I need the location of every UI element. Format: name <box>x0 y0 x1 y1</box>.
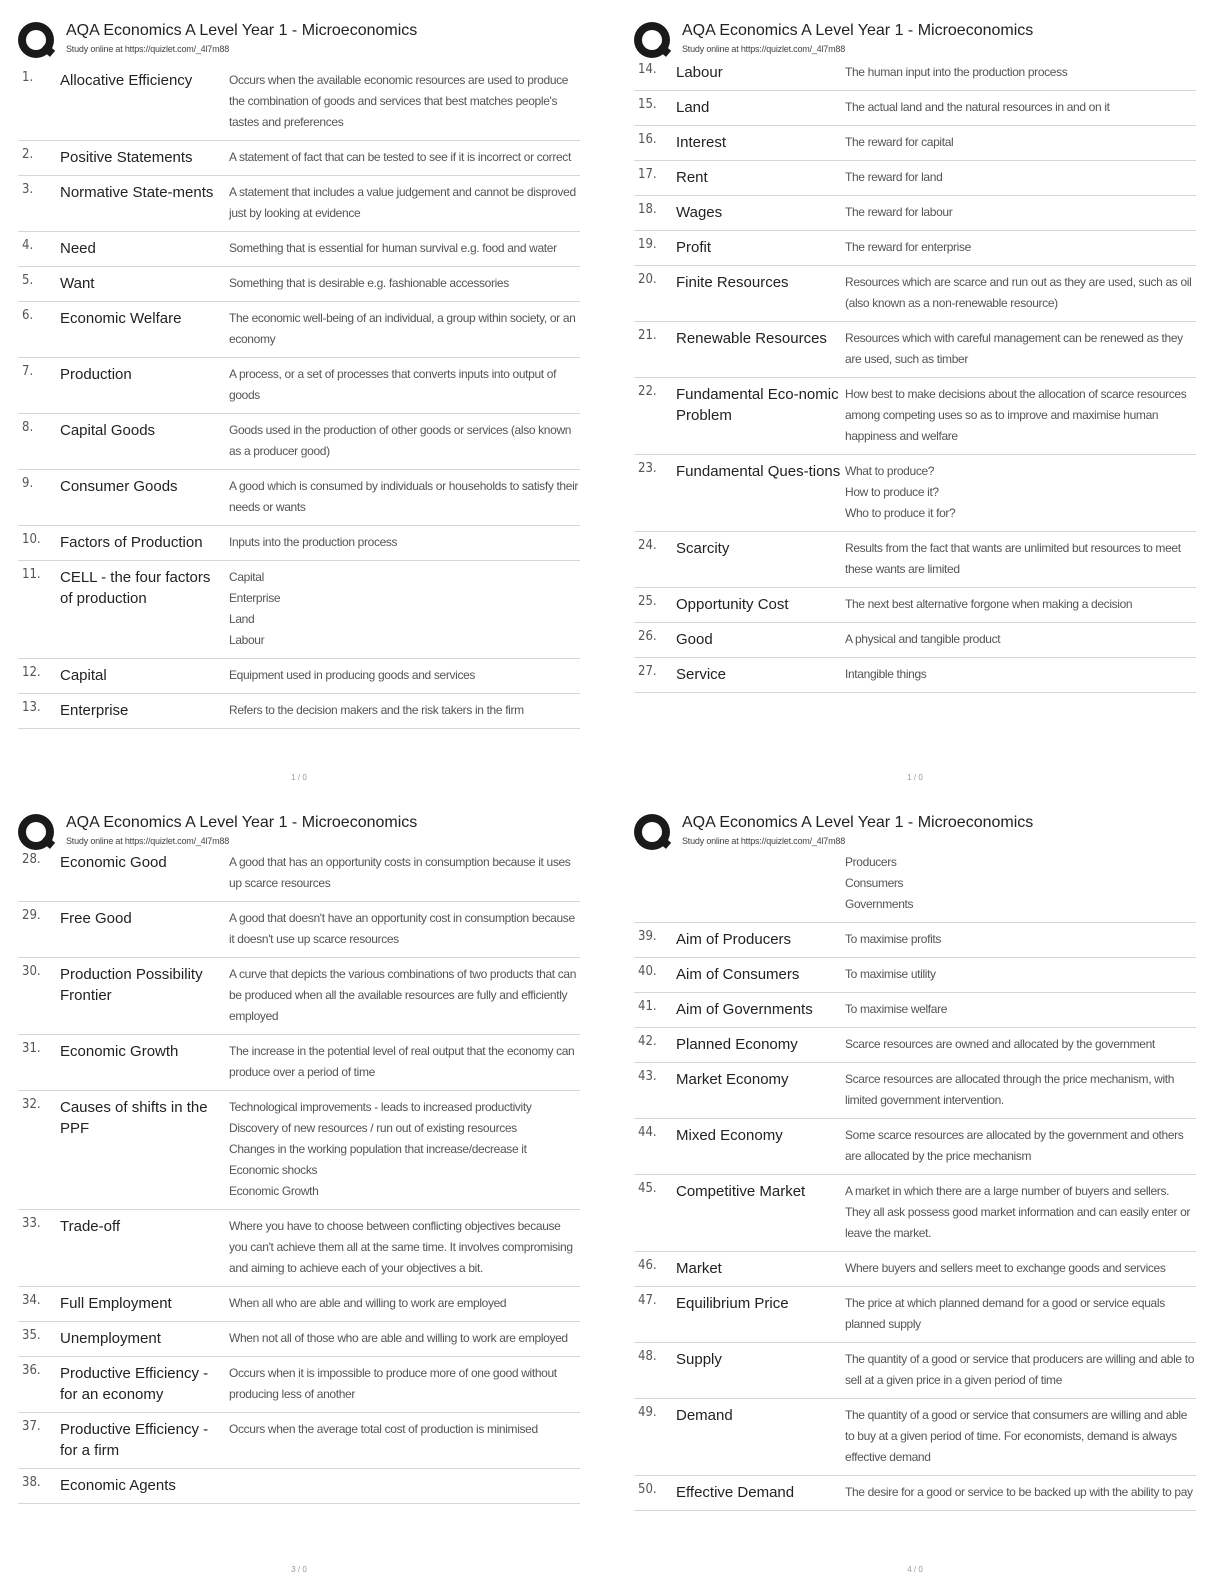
term-number: 19. <box>638 237 657 252</box>
term-row <box>634 196 1196 231</box>
term-definition: Resources which are scarce and run out as they are used, such as oil (also known as a non-renewable resource) <box>845 275 1192 310</box>
term-row <box>18 1287 580 1322</box>
term-name: Normative State-ments <box>60 184 214 201</box>
term-number: 24. <box>638 538 657 553</box>
term-row <box>634 1399 1196 1476</box>
term-number: 48. <box>638 1349 657 1364</box>
term-name: Interest <box>676 134 727 151</box>
term-definition: A good which is consumed by individuals or households to satisfy their needs or wants <box>229 479 579 514</box>
term-row <box>18 267 580 302</box>
term-row <box>634 266 1196 322</box>
term-number: 42. <box>638 1034 657 1049</box>
term-number: 49. <box>638 1405 657 1420</box>
term-row <box>634 993 1196 1028</box>
term-row <box>634 322 1196 378</box>
term-list <box>634 56 1196 693</box>
page-header <box>634 810 1196 856</box>
term-number: 7. <box>22 364 34 379</box>
term-number: 9. <box>22 476 34 491</box>
term-name: Capital Goods <box>60 422 156 439</box>
term-number: 40. <box>638 964 657 979</box>
term-definition: The increase in the potential level of real output that the economy can produce over a period of time <box>229 1044 575 1079</box>
page-title: AQA Economics A Level Year 1 - Microeconomics <box>66 22 418 39</box>
term-list <box>18 64 580 729</box>
term-row <box>634 1287 1196 1343</box>
term-definition: Something that is essential for human survival e.g. food and water <box>229 241 557 255</box>
term-number: 33. <box>22 1216 41 1231</box>
flashcard-page-2 <box>634 18 1196 786</box>
term-definition: What to produce? How to produce it? Who to produce it for? <box>845 464 956 520</box>
term-row <box>18 902 580 958</box>
term-number: 12. <box>22 665 41 680</box>
term-number: 11. <box>22 567 41 582</box>
term-name: CELL - the four factors of production <box>60 569 211 607</box>
term-number: 15. <box>638 97 657 112</box>
term-definition: The reward for capital <box>845 135 954 149</box>
term-name: Production <box>60 366 132 383</box>
term-number: 32. <box>22 1097 41 1112</box>
term-definition: Inputs into the production process <box>229 535 398 549</box>
term-row <box>634 455 1196 532</box>
term-definition: Technological improvements - leads to increased productivity Discovery of new resources / run out of existing resources Changes in the working population that increase/decrease it Economic shocks Economic Growth <box>229 1100 532 1198</box>
term-definition: Capital Enterprise Land Labour <box>229 570 281 647</box>
term-row <box>634 532 1196 588</box>
term-definition: When all who are able and willing to work are employed <box>229 1296 507 1310</box>
term-row <box>634 161 1196 196</box>
term-name: Full Employment <box>60 1295 172 1312</box>
term-row <box>18 659 580 694</box>
term-number: 21. <box>638 328 657 343</box>
term-number: 8. <box>22 420 34 435</box>
study-link[interactable]: Study online at https://quizlet.com/_4l7m88 <box>66 836 229 846</box>
term-name: Unemployment <box>60 1330 161 1347</box>
term-row <box>18 1035 580 1091</box>
term-name: Economic Agents <box>60 1477 176 1494</box>
term-row <box>634 1343 1196 1399</box>
term-row <box>18 1413 580 1469</box>
term-definition: The quantity of a good or service that consumers are willing and able to buy at a given period of time. For economists, demand is always effective demand <box>845 1408 1188 1464</box>
term-name: Equilibrium Price <box>676 1295 789 1312</box>
term-definition: The reward for enterprise <box>845 240 971 254</box>
term-name: Want <box>60 275 95 292</box>
term-definition: Intangible things <box>845 667 927 681</box>
term-definition: Scarce resources are allocated through the price mechanism, with limited government intervention. <box>845 1072 1175 1107</box>
term-name: Renewable Resources <box>676 330 827 347</box>
term-number: 13. <box>22 700 41 715</box>
term-name: Planned Economy <box>676 1036 798 1053</box>
term-definition: Something that is desirable e.g. fashionable accessories <box>229 276 509 290</box>
flashcard-page-1 <box>18 18 580 786</box>
page-number: 3 / 0 <box>291 1565 307 1574</box>
term-row <box>634 1119 1196 1175</box>
study-link[interactable]: Study online at https://quizlet.com/_4l7m88 <box>66 44 229 54</box>
term-definition: The actual land and the natural resources in and on it <box>845 100 1110 114</box>
term-definition: The reward for labour <box>845 205 953 219</box>
term-number: 43. <box>638 1069 657 1084</box>
term-name: Competitive Market <box>676 1183 806 1200</box>
term-name: Consumer Goods <box>60 478 178 495</box>
term-name: Aim of Producers <box>676 931 792 948</box>
term-definition: A physical and tangible product <box>845 632 1001 646</box>
term-row <box>634 91 1196 126</box>
term-name: Wages <box>676 204 723 221</box>
term-definition: Equipment used in producing goods and services <box>229 668 476 682</box>
term-name: Causes of shifts in the PPF <box>60 1099 208 1137</box>
quizlet-logo-icon <box>634 814 670 850</box>
term-row <box>18 958 580 1035</box>
term-definition: When not all of those who are able and willing to work are employed <box>229 1331 568 1345</box>
term-definition: The reward for land <box>845 170 943 184</box>
term-definition: Goods used in the production of other goods or services (also known as a producer good) <box>229 423 572 458</box>
term-row <box>634 1175 1196 1252</box>
term-number: 22. <box>638 384 657 399</box>
term-number: 23. <box>638 461 657 476</box>
term-name: Economic Welfare <box>60 310 182 327</box>
term-row <box>18 232 580 267</box>
term-number: 38. <box>22 1475 41 1490</box>
term-number: 1. <box>22 70 34 85</box>
term-name: Supply <box>676 1351 722 1368</box>
term-definition: The economic well-being of an individual, a group within society, or an economy <box>229 311 576 346</box>
term-number: 16. <box>638 132 657 147</box>
term-number: 5. <box>22 273 34 288</box>
term-row <box>634 588 1196 623</box>
term-number: 10. <box>22 532 41 547</box>
term-row <box>634 923 1196 958</box>
term-definition: To maximise profits <box>845 932 942 946</box>
term-definition: To maximise utility <box>845 967 936 981</box>
term-name: Demand <box>676 1407 733 1424</box>
quizlet-logo-icon <box>18 814 54 850</box>
page-number: 1 / 0 <box>291 773 307 782</box>
term-name: Land <box>676 99 710 116</box>
term-row <box>634 958 1196 993</box>
term-number: 6. <box>22 308 34 323</box>
term-row <box>18 470 580 526</box>
term-name: Mixed Economy <box>676 1127 783 1144</box>
term-number: 37. <box>22 1419 41 1434</box>
term-name: Service <box>676 666 727 683</box>
page-title: AQA Economics A Level Year 1 - Microeconomics <box>682 22 1034 39</box>
term-name: Scarcity <box>676 540 730 557</box>
term-number: 45. <box>638 1181 657 1196</box>
term-number: 34. <box>22 1293 41 1308</box>
term-definition: Where buyers and sellers meet to exchange goods and services <box>845 1261 1166 1275</box>
term-name: Fundamental Ques-tions <box>676 463 841 480</box>
term-number: 28. <box>22 852 41 867</box>
term-definition: Some scarce resources are allocated by the government and others are allocated by the price mechanism <box>845 1128 1184 1163</box>
term-row <box>18 526 580 561</box>
term-row <box>634 1476 1196 1511</box>
page-header <box>18 810 580 856</box>
term-number: 44. <box>638 1125 657 1140</box>
term-number: 26. <box>638 629 657 644</box>
term-definition: A statement of fact that can be tested to see if it is incorrect or correct <box>229 150 571 164</box>
term-number: 2. <box>22 147 34 162</box>
term-number: 35. <box>22 1328 41 1343</box>
term-row <box>634 658 1196 693</box>
term-definition: A market in which there are a large number of buyers and sellers. They all ask possess good market information and can easily enter or leave the market. <box>845 1184 1191 1240</box>
term-row <box>634 231 1196 266</box>
term-definition: A statement that includes a value judgement and cannot be disproved just by looking at evidence <box>229 185 576 220</box>
page-number: 1 / 0 <box>907 773 923 782</box>
term-row <box>18 561 580 659</box>
term-definition: A curve that depicts the various combinations of two products that can be produced when all the available resources are fully and efficiently employed <box>229 967 577 1023</box>
term-row <box>18 694 580 729</box>
term-row <box>18 1210 580 1287</box>
term-name: Factors of Production <box>60 534 203 551</box>
term-definition: A process, or a set of processes that converts inputs into output of goods <box>229 367 557 402</box>
term-definition: Where you have to choose between conflicting objectives because you can't achieve them all at the same time. It involves compromising and aiming to achieve each of your objectives a bit. <box>229 1219 573 1275</box>
term-row <box>18 1357 580 1413</box>
term-row <box>634 1028 1196 1063</box>
term-name: Economic Growth <box>60 1043 179 1060</box>
term-definition: Occurs when the average total cost of production is minimised <box>229 1422 538 1436</box>
term-name: Aim of Consumers <box>676 966 800 983</box>
term-row <box>634 623 1196 658</box>
term-number: 39. <box>638 929 657 944</box>
term-name: Need <box>60 240 96 257</box>
term-definition: Resources which with careful management can be renewed as they are used, such as timber <box>845 331 1183 366</box>
term-definition: A good that doesn't have an opportunity cost in consumption because it doesn't use up scarce resources <box>229 911 575 946</box>
term-row <box>18 414 580 470</box>
term-name: Profit <box>676 239 712 256</box>
term-number: 18. <box>638 202 657 217</box>
term-number <box>634 852 676 915</box>
flashcard-page-4 <box>634 810 1196 1578</box>
page-number: 4 / 0 <box>907 1565 923 1574</box>
term-row <box>634 846 1196 923</box>
flashcard-page-3 <box>18 810 580 1578</box>
term-number: 29. <box>22 908 41 923</box>
quizlet-logo-icon <box>18 22 54 58</box>
term-definition: The quantity of a good or service that producers are willing and able to sell at a given price in a given period of time <box>845 1352 1195 1387</box>
term-row <box>18 302 580 358</box>
term-number: 3. <box>22 182 34 197</box>
term-name: Enterprise <box>60 702 129 719</box>
term-definition: How best to make decisions about the allocation of scarce resources among competing uses so as to improve and maximise human happiness and welfare <box>845 387 1187 443</box>
term-row <box>18 1469 580 1504</box>
term-name: Free Good <box>60 910 132 927</box>
study-link[interactable]: Study online at https://quizlet.com/_4l7m88 <box>682 44 845 54</box>
term-number: 46. <box>638 1258 657 1273</box>
term-definition: To maximise welfare <box>845 1002 948 1016</box>
term-number: 50. <box>638 1482 657 1497</box>
term-row <box>634 126 1196 161</box>
term-name: Economic Good <box>60 854 167 871</box>
term-number: 41. <box>638 999 657 1014</box>
term-definition: Results from the fact that wants are unlimited but resources to meet these wants are limited <box>845 541 1181 576</box>
term-name: Opportunity Cost <box>676 596 789 613</box>
term-name: Positive Statements <box>60 149 193 166</box>
term-number: 4. <box>22 238 34 253</box>
term-number: 36. <box>22 1363 41 1378</box>
term-name: Productive Efficiency - for an economy <box>60 1365 209 1403</box>
page-title: AQA Economics A Level Year 1 - Microeconomics <box>66 814 418 831</box>
term-row <box>18 1091 580 1210</box>
term-name: Aim of Governments <box>676 1001 813 1018</box>
term-row <box>634 378 1196 455</box>
term-row <box>634 1252 1196 1287</box>
term-number: 17. <box>638 167 657 182</box>
term-definition: Occurs when the available economic resources are used to produce the combination of goods and services that best matches people's tastes and preferences <box>229 73 569 129</box>
term-name: Fundamental Eco-nomic Problem <box>676 386 839 424</box>
term-definition: Scarce resources are owned and allocated by the government <box>845 1037 1155 1051</box>
term-list <box>634 846 1196 1511</box>
term-name: Market Economy <box>676 1071 789 1088</box>
term-definition <box>229 1475 580 1496</box>
term-definition: The price at which planned demand for a good or service equals planned supply <box>845 1296 1165 1331</box>
term-name: Finite Resources <box>676 274 789 291</box>
page-header <box>634 18 1196 64</box>
study-link[interactable]: Study online at https://quizlet.com/_4l7m88 <box>682 836 845 846</box>
term-definition: Refers to the decision makers and the risk takers in the firm <box>229 703 524 717</box>
term-definition: The next best alternative forgone when making a decision <box>845 597 1133 611</box>
term-name: Rent <box>676 169 708 186</box>
term-name: Effective Demand <box>676 1484 795 1501</box>
term-row <box>634 1063 1196 1119</box>
term-name: Market <box>676 1260 722 1277</box>
term-number: 31. <box>22 1041 41 1056</box>
term-definition: The desire for a good or service to be backed up with the ability to pay <box>845 1485 1193 1499</box>
term-definition: A good that has an opportunity costs in consumption because it uses up scarce resources <box>229 855 571 890</box>
term-number: 27. <box>638 664 657 679</box>
quizlet-logo-icon <box>634 22 670 58</box>
term-definition: Occurs when it is impossible to produce more of one good without producing less of another <box>229 1366 557 1401</box>
term-row <box>18 141 580 176</box>
term-name: Good <box>676 631 713 648</box>
term-definition: Producers Consumers Governments <box>845 855 914 911</box>
term-number: 30. <box>22 964 41 979</box>
term-name: Labour <box>676 64 723 81</box>
term-name <box>676 852 845 915</box>
term-number: 47. <box>638 1293 657 1308</box>
term-row <box>18 1322 580 1357</box>
term-definition: The human input into the production process <box>845 65 1068 79</box>
term-row <box>18 64 580 141</box>
term-list <box>18 846 580 1504</box>
term-name: Capital <box>60 667 107 684</box>
page-title: AQA Economics A Level Year 1 - Microeconomics <box>682 814 1034 831</box>
term-number: 20. <box>638 272 657 287</box>
term-name: Productive Efficiency - for a firm <box>60 1421 209 1459</box>
term-row <box>18 358 580 414</box>
term-name: Allocative Efficiency <box>60 72 193 89</box>
term-name: Production Possibility Frontier <box>60 966 203 1004</box>
term-number: 14. <box>638 62 657 77</box>
term-number: 25. <box>638 594 657 609</box>
term-row <box>18 176 580 232</box>
page-header <box>18 18 580 64</box>
term-name: Trade-off <box>60 1218 121 1235</box>
